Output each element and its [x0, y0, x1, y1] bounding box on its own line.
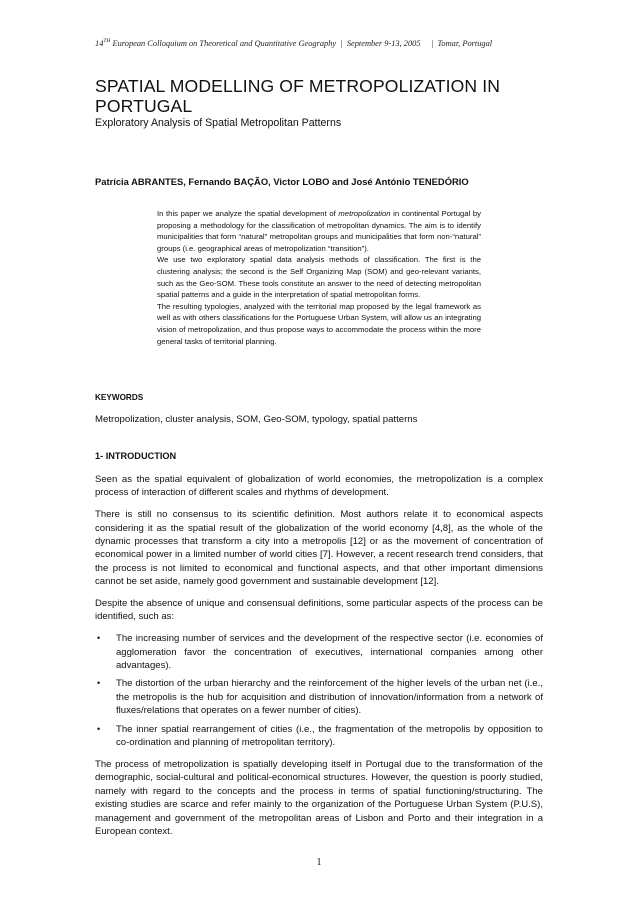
introduction-body: [95, 473, 543, 847]
abstract-emphasis: metropolization: [338, 209, 391, 218]
abstract-text: in continental Portugal by proposing a methodology for the classification of metropolitan dynamics. The aim is to identify municipalities that form “natural” metropolitan groups and municipalities that form non-“natural” groups (i.e. geographical areas of metropolization “transition”).: [157, 209, 481, 253]
abstract: [157, 208, 481, 347]
page-number: 1: [316, 857, 322, 868]
bullet-icon: •: [97, 723, 101, 734]
body-paragraph: There is still no consensus to its scientific definition. Most authors relate it to economical aspects considering it as the spatial result of the globalization of the world economy [4,8], as the whole of the dynamic processes that transform a city into a metropolis [12] or as the movement of concentration of economical power in a limited number of world cities [7]. However, a recent research trend considers, that the process is not limited to economical and functional aspects, and that other important dimensions cannot be set aside, namely good government and sustainable development [12].: [95, 509, 543, 588]
header-ordinal: 14: [95, 38, 104, 48]
section-heading-introduction: 1- INTRODUCTION: [95, 451, 177, 461]
body-paragraph: Despite the absence of unique and consensual definitions, some particular aspects of the process can be identified, such as:: [95, 598, 543, 623]
header-conference: European Colloquium on Theoretical and Quantitative Geography: [112, 38, 337, 48]
bullet-icon: •: [97, 678, 101, 689]
bullet-item: [95, 677, 543, 717]
bullet-item: [95, 632, 543, 672]
body-paragraph: Seen as the spatial equivalent of globalization of world economies, the metropolization is a complex process of interaction of different scales and rhythms of development.: [95, 474, 543, 499]
bullet-icon: •: [97, 633, 101, 644]
header-location: Tomar, Portugal: [437, 38, 493, 48]
bullet-text: The inner spatial rearrangement of cities (i.e., the fragmentation of the metropolis by opposition to co-ordination and planning of metropolitan territory).: [116, 723, 543, 749]
bullet-text: The distortion of the urban hierarchy and the reinforcement of the higher levels of the urban net (i.e., the metropolis is the hub for acquisition and distribution of innovation/information from a network of fluxes/relations that operates on a fewer number of cities).: [116, 678, 543, 717]
abstract-paragraph: [157, 208, 481, 254]
abstract-text: In this paper we analyze the spatial development of: [157, 209, 339, 218]
keywords-heading: KEYWORDS: [95, 393, 144, 402]
paper-title: SPATIAL MODELLING OF METROPOLIZATION IN PORTUGAL: [95, 76, 501, 116]
header-separator: |: [340, 38, 343, 48]
running-header: [95, 38, 555, 48]
bullet-list: [95, 632, 543, 749]
header-dates: September 9-13, 2005: [346, 38, 421, 48]
header-separator: |: [431, 38, 434, 48]
author-list: Patrícia ABRANTES, Fernando BAÇÃO, Victor LOBO and José António TENEDÓRIO: [95, 176, 469, 187]
body-paragraph: The process of metropolization is spatially developing itself in Portugal due to the transformation of the demographic, social-cultural and political-economical structures. However, the question is poorly studied, namely with regard to the concepts and the process in terms of spatial functioning/structuring. The existing studies are scarce and refer mainly to the organization of the Portuguese Urban System (P.U.S), management and government of the metropolitan areas of Lisbon and Porto and their integration in a European context.: [95, 758, 543, 837]
bullet-item: [95, 723, 543, 750]
keywords-text: Metropolization, cluster analysis, SOM, Geo-SOM, typology, spatial patterns: [95, 414, 418, 425]
bullet-text: The increasing number of services and the development of the respective sector (i.e. economies of agglomeration favor the concentration of executives, international companies among other advantages).: [116, 633, 543, 672]
paper-subtitle: Exploratory Analysis of Spatial Metropolitan Patterns: [95, 117, 342, 129]
abstract-paragraph: We use two exploratory spatial data analysis methods of classification. The first is the clustering analysis; the second is the Self Organizing Map (SOM) and geo-relevant variants, such as the Geo-SOM. These tools constitute an answer to the need of detecting metropolitan spatial patterns and a guide in the interpretation of spatial metropolitan forms.: [157, 255, 481, 300]
abstract-paragraph: The resulting typologies, analyzed with the territorial map proposed by the legal framework as well as with others classifications for the Portuguese Urban System, will allow us an integrating vision of metropolization, and thus propose ways to accommodate the process within the more general tasks of territorial planning.: [157, 301, 481, 346]
header-ordinal-suffix: TH: [103, 38, 111, 44]
